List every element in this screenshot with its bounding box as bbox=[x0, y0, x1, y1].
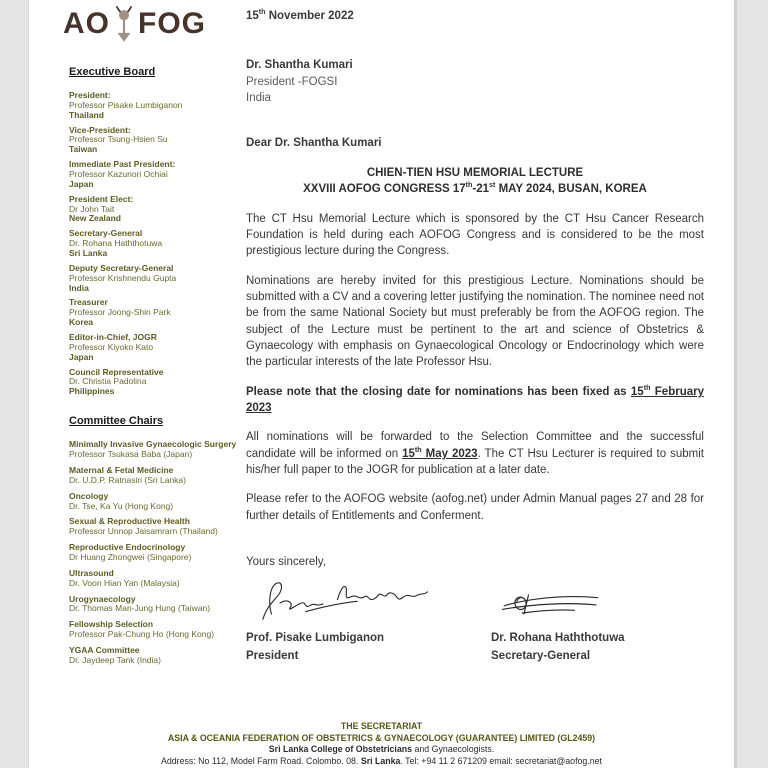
board-entry-council-representative: Council Representative Dr. Christia Padolina Philippines bbox=[69, 366, 164, 397]
signatory-right-name: Dr. Rohana Haththotuwa bbox=[491, 632, 625, 645]
board-entry-secretary-general: Secretary-General Dr. Rohana Haththotuwa Sri Lanka bbox=[69, 228, 163, 259]
signatory-left bbox=[246, 630, 491, 665]
committee-entry-migs: Minimally Invasive Gynaecologic Surgery Professor Tsukasa Baba (Japan) bbox=[69, 439, 237, 460]
committee-entry-ultrasound: Ultrasound Dr. Voon Hian Yan (Malaysia) bbox=[69, 567, 180, 588]
footer-federation: ASIA & OCEANIA FEDERATION OF OBSTETRICS & GYNAECOLOGY (GUARANTEE) LIMITED (GL2459) bbox=[167, 732, 596, 743]
letter-page bbox=[28, 0, 737, 768]
committee-entry-maternal-fetal: Maternal & Fetal Medicine Dr. U.D.P. Ratnasiri (Sri Lanka) bbox=[69, 464, 186, 485]
footer-secretariat: THE SECRETARIAT bbox=[340, 721, 423, 731]
board-entry-vice-president: Vice-President: Professor Tsung-Hsien Su Taiwan bbox=[69, 124, 168, 155]
letter-body bbox=[246, 8, 704, 665]
committee-entry-oncology: Oncology Dr. Tse, Ka Yu (Hong Kong) bbox=[69, 490, 174, 511]
committee-entry-ygaa: YGAA Committee Dr. Jaydeep Tank (India) bbox=[69, 644, 161, 665]
logo-text-right: FOG bbox=[138, 7, 206, 40]
footer-address: Address: No 112, Model Farm Road. Colombo. 08. Sri Lanka. Tel: +94 11 2 671209 email: secretariat@aofog.net bbox=[161, 755, 602, 766]
heading-line1: CHIEN-TIEN HSU MEMORIAL LECTURE bbox=[366, 166, 584, 179]
recipient-title: President -FOGSI bbox=[246, 75, 338, 88]
board-entry-past-president: Immediate Past President: Professor Kazunori Ochiai Japan bbox=[69, 159, 176, 189]
board-entry-editor-in-chief: Editor-in-Chief, JOGR Professor Kiyoko Kato Japan bbox=[69, 332, 157, 362]
recipient-name: Dr. Shantha Kumari bbox=[246, 59, 353, 72]
board-entry-treasurer: Treasurer Professor Joong-Shin Park Korea bbox=[69, 297, 171, 328]
heading-line2: XXVIII AOFOG CONGRESS 17th-21st MAY 2024, BUSAN, KOREA bbox=[303, 180, 647, 195]
executive-board-heading: Executive Board bbox=[69, 66, 156, 78]
paragraph-2: Nominations are hereby invited for this prestigious Lecture. Nominations should be submitted with a CV and a covering letter justifying the nomination. The nominee need not be from the same National Society but must preferably be from the AOFOG region. The subject of the Lecture must be pertinent to the art and science of Obstetrics & Gynaecology with emphasis on Gynaecological Oncology or Endocrinology which were the particular interests of the late Professor Hsu. bbox=[246, 274, 704, 369]
committee-entry-sexual-reproductive: Sexual & Reproductive Health Professor Unnop Jaisamrarn (Thailand) bbox=[69, 516, 218, 537]
signatories-row bbox=[246, 630, 704, 665]
committee-entry-fellowship-selection: Fellowship Selection Professor Pak-Chung Ho (Hong Kong) bbox=[69, 619, 215, 640]
paragraph-1: The CT Hsu Memorial Lecture which is sponsored by the CT Hsu Cancer Research Foundation is held during each AOFOG Congress and is considered to be the most prestigious lecture during the Congress. bbox=[246, 212, 704, 258]
letter-heading bbox=[246, 165, 704, 197]
signatory-right-title: Secretary-General bbox=[491, 649, 591, 662]
committee-entry-reproductive-endocrinology: Reproductive Endocrinology Dr Huang Zhongwei (Singapore) bbox=[69, 542, 192, 562]
committee-chairs-heading: Committee Chairs bbox=[69, 415, 164, 428]
signatures-row bbox=[246, 576, 704, 628]
salutation: Dear Dr. Shantha Kumari bbox=[246, 137, 382, 150]
signature-rohana bbox=[496, 576, 696, 628]
recipient-country: India bbox=[246, 91, 271, 104]
committee-entry-urogynaecology: Urogynaecology Dr. Thomas Man-Jung Hung (Taiwan) bbox=[69, 593, 211, 614]
logo-text-left: AO bbox=[63, 7, 110, 40]
board-entry-president: President: Professor Pisake Lumbiganon Thailand bbox=[69, 90, 183, 120]
sidebar bbox=[69, 66, 241, 672]
board-entry-president-elect: President Elect: Dr John Tait New Zealand bbox=[69, 193, 134, 224]
aofog-logo bbox=[63, 0, 206, 52]
board-entry-deputy-secretary-general: Deputy Secretary-General Professor Krishnendu Gupta India bbox=[69, 262, 177, 293]
letter-footer bbox=[29, 721, 734, 767]
closing-salutation: Yours sincerely, bbox=[246, 556, 326, 569]
paragraph-3-closing-date: Please note that the closing date for nominations has been fixed as 15th February 2023 bbox=[246, 383, 704, 415]
recipient-block bbox=[246, 57, 704, 106]
signatory-right bbox=[491, 630, 625, 665]
paragraph-4: All nominations will be forwarded to the Selection Committee and the successful candidate will be informed on 15th May 2023. The CT Hsu Lecturer is required to submit his/her full paper to the JOGR for publication at a later date. bbox=[246, 431, 704, 477]
signature-pisake bbox=[246, 576, 496, 628]
footer-college: Sri Lanka College of Obstetricians and Gynaecologists. bbox=[268, 744, 495, 755]
signatory-left-name: Prof. Pisake Lumbiganon bbox=[246, 632, 385, 645]
paragraph-5: Please refer to the AOFOG website (aofog.net) under Admin Manual pages 27 and 28 for further details of Entitlements and Conferment. bbox=[246, 493, 704, 522]
letter-date: 15th November 2022 bbox=[246, 8, 354, 22]
anchor-icon bbox=[110, 0, 138, 52]
signatory-left-title: President bbox=[246, 649, 299, 662]
